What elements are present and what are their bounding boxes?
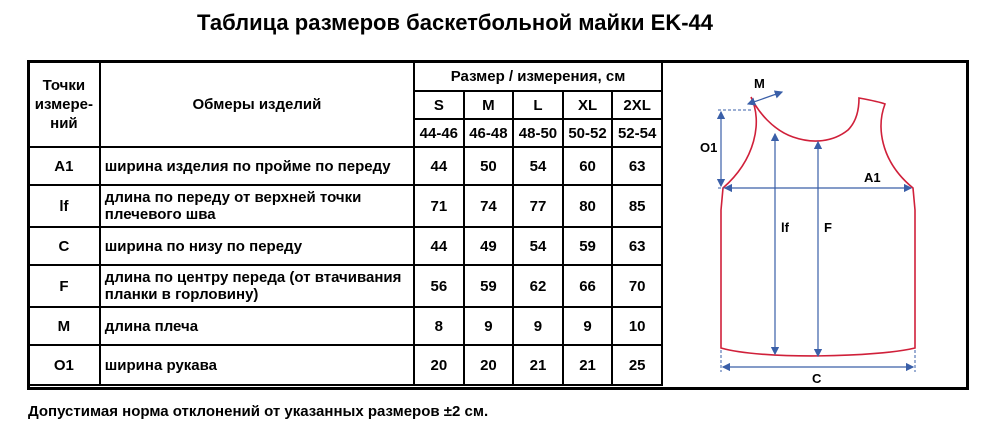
size-range: 50-52: [563, 119, 613, 147]
row-value: 59: [563, 227, 613, 265]
row-point: M: [28, 307, 100, 345]
row-value: 44: [414, 147, 464, 185]
row-value: 21: [563, 345, 613, 385]
row-value: 62: [513, 265, 563, 307]
size-label: XL: [563, 91, 613, 119]
row-value: 49: [464, 227, 514, 265]
header-points: Точки измере-ний: [28, 61, 100, 147]
page-title: Таблица размеров баскетбольной майки EK-44: [196, 10, 714, 35]
row-value: 44: [414, 227, 464, 265]
size-label: 2XL: [612, 91, 662, 119]
row-desc: длина по центру переда (от втачивания планки в горловину): [100, 265, 414, 307]
row-value: 80: [563, 185, 613, 227]
row-value: 9: [563, 307, 613, 345]
row-value: 8: [414, 307, 464, 345]
row-value: 50: [464, 147, 514, 185]
row-value: 70: [612, 265, 662, 307]
row-desc: ширина по низу по переду: [100, 227, 414, 265]
row-value: 54: [513, 147, 563, 185]
row-desc: длина по переду от верхней точки плечевого шва: [100, 185, 414, 227]
size-label: L: [513, 91, 563, 119]
size-table: [27, 60, 663, 386]
row-value: 20: [414, 345, 464, 385]
row-point: C: [28, 227, 100, 265]
tolerance-note: Допустимая норма отклонений от указанных размеров ±2 см.: [28, 403, 489, 420]
label-a1: A1: [864, 170, 881, 185]
row-value: 21: [513, 345, 563, 385]
row-value: 60: [563, 147, 613, 185]
row-value: 85: [612, 185, 662, 227]
header-measure: Обмеры изделий: [100, 61, 414, 147]
row-value: 59: [464, 265, 514, 307]
row-value: 25: [612, 345, 662, 385]
row-point: O1: [28, 345, 100, 385]
row-point: A1: [28, 147, 100, 185]
label-c: C: [812, 371, 822, 386]
jersey-diagram: [663, 60, 969, 390]
label-lf: lf: [781, 220, 789, 235]
row-value: 77: [513, 185, 563, 227]
size-label: S: [414, 91, 464, 119]
row-desc: ширина изделия по пройме по переду: [100, 147, 414, 185]
header-size: Размер / измерения, см: [414, 61, 662, 91]
row-point: F: [28, 265, 100, 307]
size-range: 44-46: [414, 119, 464, 147]
label-f: F: [824, 220, 832, 235]
row-value: 71: [414, 185, 464, 227]
row-point: lf: [28, 185, 100, 227]
label-m: M: [754, 76, 765, 91]
row-value: 9: [513, 307, 563, 345]
size-range: 52-54: [612, 119, 662, 147]
row-desc: ширина рукава: [100, 345, 414, 385]
row-value: 20: [464, 345, 514, 385]
size-range: 48-50: [513, 119, 563, 147]
row-value: 63: [612, 147, 662, 185]
row-value: 56: [414, 265, 464, 307]
row-desc: длина плеча: [100, 307, 414, 345]
m-arrow: [748, 92, 782, 104]
row-value: 63: [612, 227, 662, 265]
row-value: 74: [464, 185, 514, 227]
row-value: 54: [513, 227, 563, 265]
row-value: 10: [612, 307, 662, 345]
row-value: 66: [563, 265, 613, 307]
size-range: 46-48: [464, 119, 514, 147]
row-value: 9: [464, 307, 514, 345]
size-label: M: [464, 91, 514, 119]
label-o1: O1: [700, 140, 718, 155]
